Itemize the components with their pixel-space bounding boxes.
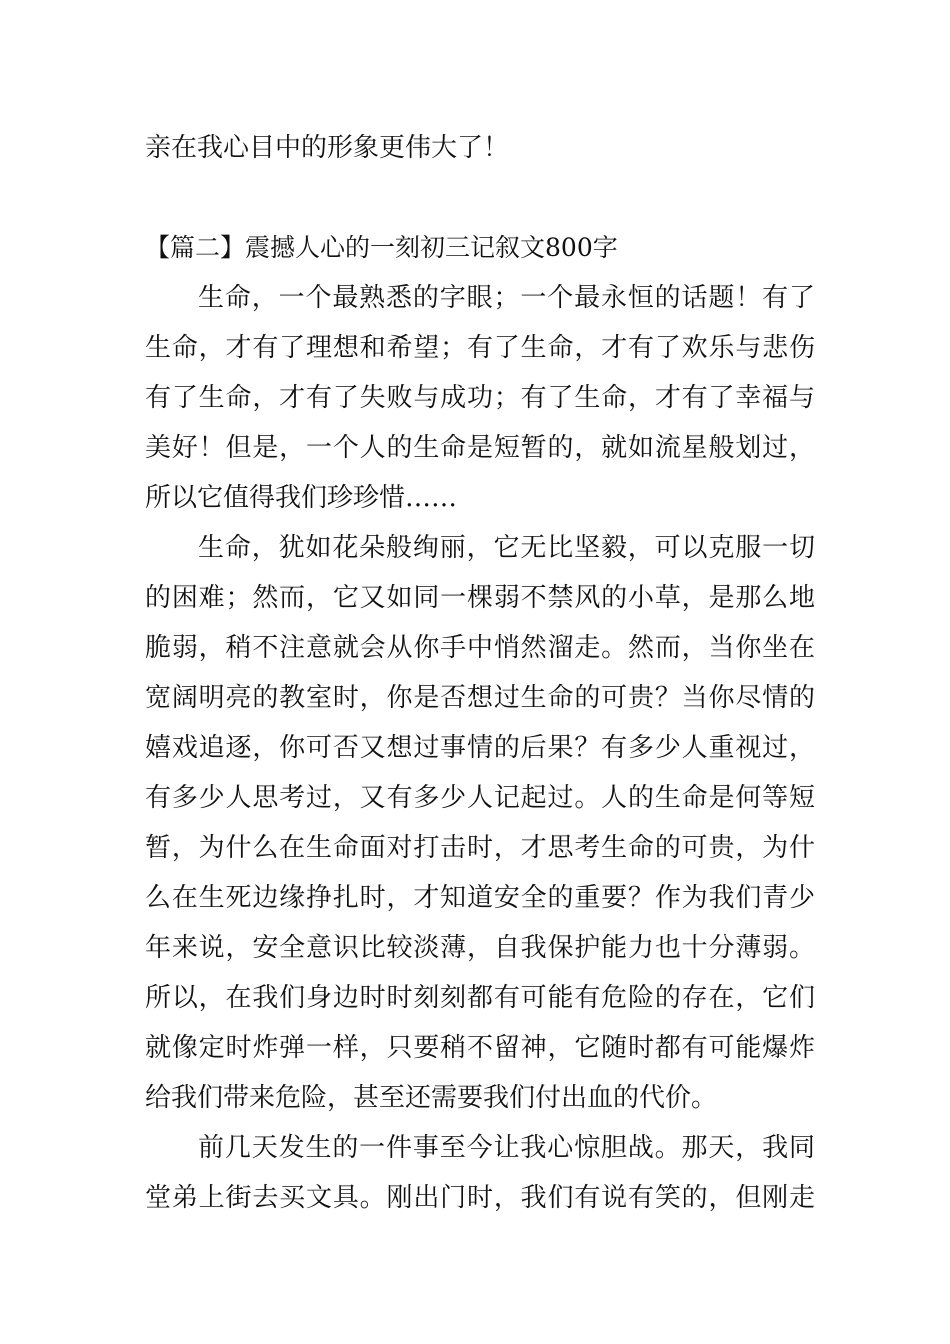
paragraph-line: 生命，才有了理想和希望；有了生命，才有了欢乐与悲伤 — [145, 333, 815, 363]
carryover-line: 亲在我心目中的形象更伟大了！ — [145, 133, 510, 163]
paragraph-line: 美好！但是，一个人的生命是短暂的，就如流星般划过， — [145, 433, 815, 463]
paragraph-line: 嬉戏追逐，你可否又想过事情的后果？有多少人重视过， — [145, 733, 815, 763]
paragraph-line: 年来说，安全意识比较淡薄，自我保护能力也十分薄弱。 — [145, 933, 815, 963]
paragraph-line: 脆弱，稍不注意就会从你手中悄然溜走。然而，当你坐在 — [145, 633, 815, 663]
paragraph-line: 宽阔明亮的教室时，你是否想过生命的可贵？当你尽情的 — [145, 683, 815, 713]
paragraph-line: 所以，在我们身边时时刻刻都有可能有危险的存在，它们 — [145, 983, 815, 1013]
paragraph-line: 给我们带来危险，甚至还需要我们付出血的代价。 — [145, 1083, 718, 1113]
paragraph-line: 么在生死边缘挣扎时，才知道安全的重要？作为我们青少 — [145, 883, 815, 913]
paragraph-line: 生命，一个最熟悉的字眼；一个最永恒的话题！有了 — [198, 283, 815, 313]
paragraph-line: 有多少人思考过，又有多少人记起过。人的生命是何等短 — [145, 783, 815, 813]
paragraph-line: 就像定时炸弹一样，只要稍不留神，它随时都有可能爆炸 — [145, 1033, 815, 1063]
paragraph-line: 堂弟上街去买文具。刚出门时，我们有说有笑的，但刚走 — [145, 1183, 815, 1213]
paragraph-line: 所以它值得我们珍珍惜…… — [145, 483, 458, 513]
paragraph-line: 前几天发生的一件事至今让我心惊胆战。那天，我同 — [198, 1133, 815, 1163]
paragraph-line: 暂，为什么在生命面对打击时，才思考生命的可贵，为什 — [145, 833, 815, 863]
paragraph-line: 的困难；然而，它又如同一棵弱不禁风的小草，是那么地 — [145, 583, 815, 613]
section-heading: 【篇二】震撼人心的一刻初三记叙文800字 — [145, 233, 618, 262]
paragraph-line: 生命，犹如花朵般绚丽，它无比坚毅，可以克服一切 — [198, 533, 815, 563]
paragraph-line: 有了生命，才有了失败与成功；有了生命，才有了幸福与 — [145, 383, 815, 413]
